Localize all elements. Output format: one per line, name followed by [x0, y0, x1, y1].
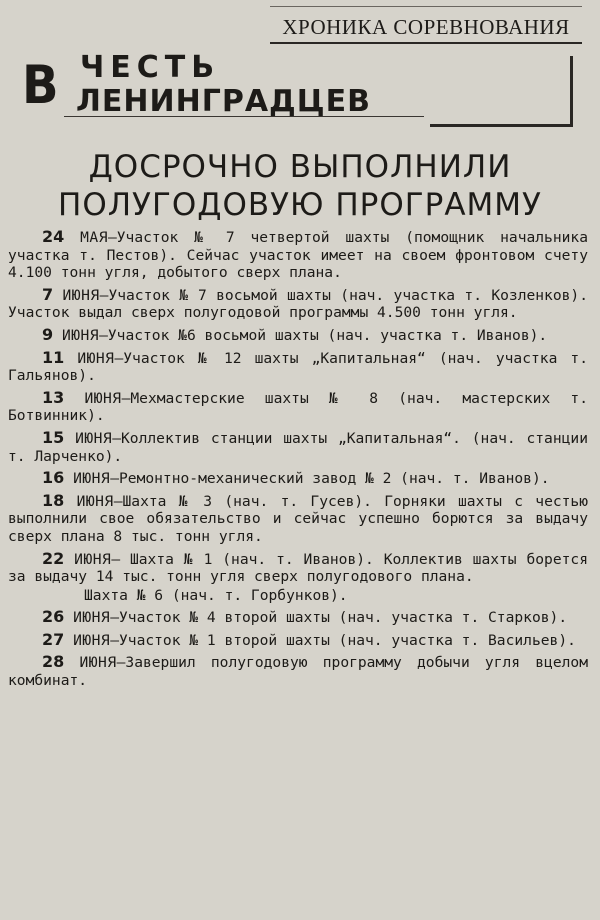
chronicle-entry	[8, 349, 588, 385]
chronicle-entry	[8, 608, 588, 627]
entry-month: ИЮНЯ	[73, 609, 111, 627]
rubric-rule	[270, 6, 582, 7]
entry-month: ИЮНЯ	[73, 631, 111, 649]
entry-month: ИЮНЯ	[61, 326, 100, 344]
chronicle-entry	[8, 631, 588, 650]
entry-text: —Мехмастерские шахты № 8 (нач. мастерских т. Ботвинник).	[8, 389, 588, 425]
entry-day: 13	[42, 387, 65, 407]
entry-text: —Ремонтно-механический завод № 2 (нач. т. Иванов).	[110, 470, 550, 488]
chronicle-entry	[8, 326, 588, 345]
chronicle-entry	[8, 389, 588, 425]
entry-day: 22	[42, 548, 65, 568]
chronicle-entry	[8, 469, 588, 488]
entry-month: ИЮНЯ	[76, 492, 114, 510]
entry-day: 7	[42, 284, 54, 304]
headline-underline	[64, 116, 424, 117]
entry-day: 24	[42, 227, 65, 246]
entry-month: ИЮНЯ	[84, 389, 122, 407]
entry-month: ИЮНЯ	[79, 654, 117, 672]
entry-day: 18	[42, 490, 65, 510]
entry-day: 16	[42, 468, 65, 488]
article-title	[20, 148, 580, 224]
headline-line2: ЛЕНИНГРАДЦЕВ	[76, 84, 371, 119]
entry-text: —Участок № 7 восьмой шахты (нач. участка т. Козленков). Участок выдал сверх полугодовой программы 4.500 тонн угля.	[8, 286, 588, 322]
chronicle-entry	[8, 586, 588, 605]
section-rubric: ХРОНИКА СОРЕВНОВАНИЯ	[270, 12, 582, 44]
entry-month: ИЮНЯ	[75, 429, 113, 447]
headline-frame-bottom	[430, 124, 573, 127]
entry-text: Шахта № 6 (нач. т. Горбунков).	[84, 586, 348, 604]
chronicle-entry	[8, 653, 588, 689]
entry-text: —Коллектив станции шахты „Капитальная“. (нач. станции т. Ларченко).	[8, 429, 588, 465]
entry-month: ИЮНЯ	[74, 550, 112, 568]
entry-day: 15	[42, 427, 65, 447]
headline-frame-right	[570, 56, 573, 126]
entry-day: 9	[42, 324, 54, 344]
entry-text: —Участок № 4 второй шахты (нач. участка т. Старков).	[110, 609, 568, 627]
chronicle-entry	[8, 550, 588, 586]
entry-day: 27	[42, 629, 65, 649]
article-title-line1: ДОСРОЧНО ВЫПОЛНИЛИ	[88, 149, 512, 185]
entry-day: 28	[42, 652, 65, 672]
headline	[12, 48, 584, 132]
entry-text: —Участок №6 восьмой шахты (нач. участка т. Иванов).	[99, 326, 548, 344]
article-title-line2: ПОЛУГОДОВУЮ ПРОГРАММУ	[58, 187, 542, 223]
headline-initial: В	[22, 54, 59, 116]
headline-line1: ЧЕСТЬ	[80, 50, 221, 85]
chronicle-entry	[8, 228, 588, 282]
entry-month: МАЯ	[80, 229, 108, 246]
chronicle-entry	[8, 286, 588, 322]
entry-text: —Шахта № 3 (нач. т. Гусев). Горняки шахты с честью выполнили свое обязательство и сейчас успешно борются за выдачу сверх плана 8 тыс. тонн угля.	[8, 492, 588, 545]
entry-text: —Участок № 1 второй шахты (нач. участка т. Васильев).	[110, 631, 576, 649]
entry-day: 26	[42, 607, 65, 627]
entry-month: ИЮНЯ	[73, 470, 111, 488]
entry-month: ИЮНЯ	[62, 286, 100, 304]
entry-day: 11	[42, 347, 65, 367]
entry-text: —Участок № 12 шахты „Капитальная“ (нач. участка т. Гальянов).	[8, 349, 588, 385]
entry-text: —Завершил полугодовую программу добычи угля вцелом комбинат.	[8, 654, 588, 690]
chronicle-entry	[8, 429, 588, 465]
chronicle-entries	[8, 228, 588, 694]
entry-text: — Шахта № 1 (нач. т. Иванов). Коллектив шахты борется за выдачу 14 тыс. тонн угля сверх полугодового плана.	[8, 550, 588, 586]
entry-text: —Участок № 7 четвертой шахты (помощник начальника участка т. Пестов). Сейчас участок имеет на своем фронтовом счету 4.100 тонн угля, добытого сверх плана.	[8, 229, 588, 282]
entry-month: ИЮНЯ	[77, 349, 115, 367]
chronicle-entry	[8, 492, 588, 546]
